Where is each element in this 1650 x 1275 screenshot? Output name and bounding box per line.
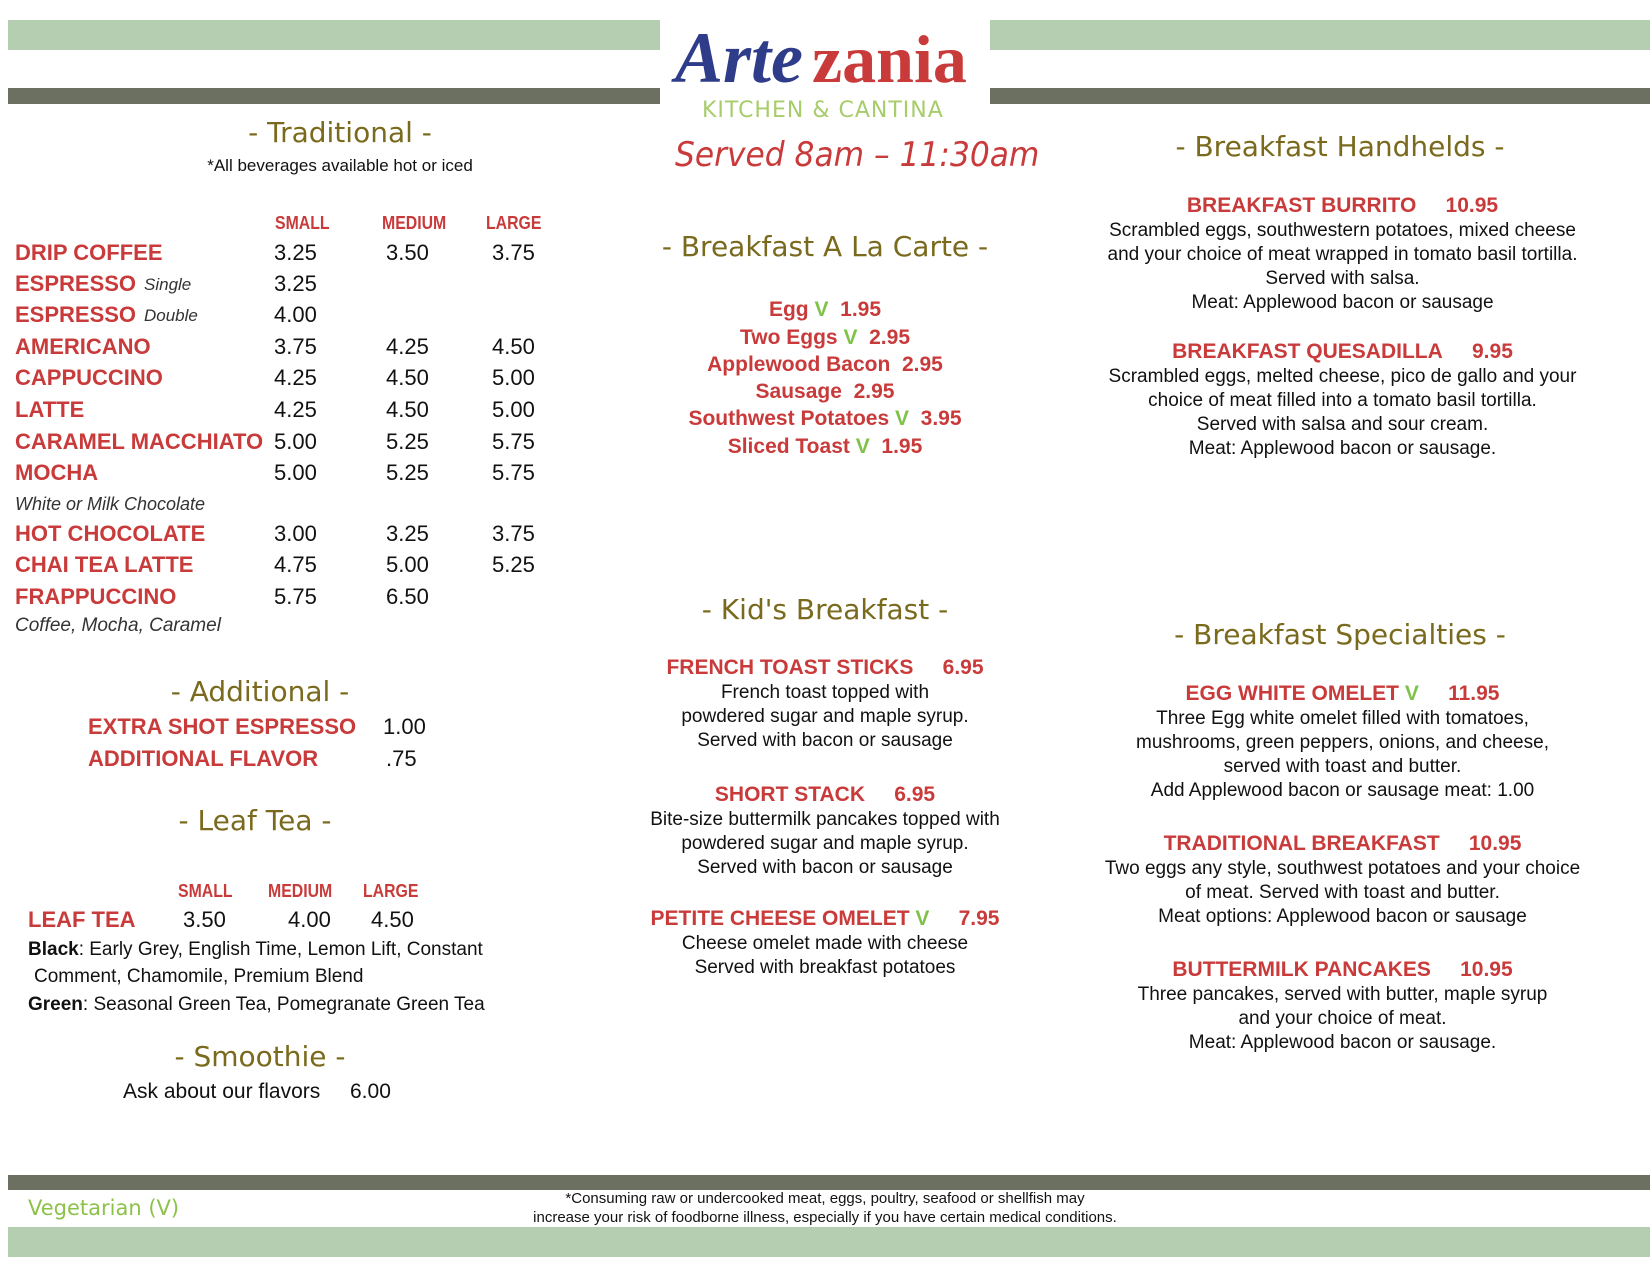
a-la-carte-item-name: Two Eggs bbox=[739, 326, 838, 349]
vegetarian-mark: V bbox=[843, 326, 858, 349]
a-la-carte-item-price: 1.95 bbox=[840, 298, 882, 321]
leaf-black-line bbox=[28, 939, 483, 961]
a-la-carte-item bbox=[660, 380, 990, 404]
leaf-size-large: LARGE bbox=[363, 881, 419, 901]
kids-item-header bbox=[620, 907, 1030, 931]
kids-item-price: 6.95 bbox=[894, 783, 936, 806]
traditional-size-medium: MEDIUM bbox=[382, 213, 447, 233]
traditional-item-price: 3.75 bbox=[492, 240, 535, 265]
kids-item-description: powdered sugar and maple syrup. bbox=[681, 706, 969, 727]
a-la-carte-item bbox=[660, 435, 990, 459]
a-la-carte-item-name: Egg bbox=[768, 298, 809, 321]
leaf-black-line-2: Comment, Chamomile, Premium Blend bbox=[34, 966, 364, 987]
a-la-carte-item bbox=[660, 326, 990, 350]
smoothie-text: Ask about our flavors bbox=[123, 1080, 321, 1103]
specialties-item bbox=[1070, 832, 1615, 929]
handhelds-item-description: Meat: Applewood bacon or sausage. bbox=[1188, 438, 1497, 459]
traditional-item-price: 3.75 bbox=[274, 334, 317, 359]
specialties-item bbox=[1070, 958, 1615, 1055]
specialties-item-description: and your choice of meat. bbox=[1238, 1008, 1447, 1029]
handhelds-item-description: and your choice of meat wrapped in tomato basil tortilla. bbox=[1107, 244, 1578, 265]
frappuccino-note: Coffee, Mocha, Caramel bbox=[15, 615, 221, 636]
specialties-item-name: EGG WHITE OMELET bbox=[1185, 682, 1400, 705]
traditional-item-price: 3.25 bbox=[386, 521, 429, 546]
handhelds-item-name: BREAKFAST QUESADILLA bbox=[1172, 340, 1443, 363]
traditional-item-name: CARAMEL MACCHIATO bbox=[15, 429, 264, 454]
specialties-item-price: 10.95 bbox=[1468, 832, 1522, 855]
handhelds-item-header bbox=[1070, 194, 1615, 218]
vegetarian-mark: V bbox=[855, 435, 870, 458]
specialties-item-price: 10.95 bbox=[1460, 958, 1513, 981]
kids-item-description: Served with bacon or sausage bbox=[697, 730, 953, 751]
traditional-item-price: 5.25 bbox=[492, 552, 535, 577]
kids-item-name: PETITE CHEESE OMELET bbox=[650, 907, 910, 930]
traditional-item-price: 6.50 bbox=[386, 584, 429, 609]
vegetarian-mark: V bbox=[1404, 682, 1419, 705]
kids-item-name: FRENCH TOAST STICKS bbox=[666, 656, 914, 679]
disclaimer-line-2: increase your risk of foodborne illness, especially if you have certain medical conditions. bbox=[533, 1209, 1117, 1226]
kids-title: - Kid's Breakfast - bbox=[701, 593, 949, 626]
leaf-size-small: SMALL bbox=[178, 881, 233, 901]
traditional-item-name: ESPRESSO bbox=[15, 302, 137, 327]
a-la-carte-item-price: 2.95 bbox=[853, 380, 895, 403]
traditional-size-small: SMALL bbox=[275, 213, 330, 233]
traditional-item-price: 4.25 bbox=[274, 397, 317, 422]
traditional-item-price: 5.00 bbox=[274, 429, 317, 454]
traditional-item-price: 3.25 bbox=[274, 271, 317, 296]
handhelds-item bbox=[1070, 340, 1615, 461]
traditional-size-large: LARGE bbox=[486, 213, 542, 233]
kids-item-description: powdered sugar and maple syrup. bbox=[681, 833, 969, 854]
specialties-item-description: Two eggs any style, southwest potatoes and your choice bbox=[1104, 858, 1581, 879]
kids-item-header bbox=[620, 656, 1030, 680]
traditional-item-name: LATTE bbox=[15, 397, 85, 422]
vegetarian-mark: V bbox=[894, 407, 909, 430]
additional-item-name: EXTRA SHOT ESPRESSO bbox=[88, 714, 357, 739]
kids-item-name: SHORT STACK bbox=[714, 783, 866, 806]
additional-item-price: .75 bbox=[386, 746, 417, 771]
specialties-title: - Breakfast Specialties - bbox=[1174, 618, 1506, 651]
top-band-right-dark bbox=[990, 88, 1650, 104]
traditional-item-name: HOT CHOCOLATE bbox=[15, 521, 206, 546]
specialties-item-header bbox=[1070, 832, 1615, 856]
kids-item-description: Bite-size buttermilk pancakes topped with bbox=[650, 809, 1000, 830]
specialties-item-name: BUTTERMILK PANCAKES bbox=[1172, 958, 1431, 981]
traditional-item-price: 5.00 bbox=[386, 552, 429, 577]
a-la-carte-item-price: 2.95 bbox=[901, 353, 943, 376]
specialties-item-description: Meat options: Applewood bacon or sausage bbox=[1158, 906, 1527, 927]
additional-item-price: 1.00 bbox=[383, 714, 426, 739]
smoothie-price: 6.00 bbox=[350, 1080, 391, 1103]
vegetarian-legend: Vegetarian (V) bbox=[28, 1196, 180, 1220]
traditional-item-price: 5.00 bbox=[274, 460, 317, 485]
kids-item bbox=[620, 907, 1030, 980]
kids-item-description: Served with bacon or sausage bbox=[697, 857, 953, 878]
specialties-item-description: Meat: Applewood bacon or sausage. bbox=[1188, 1032, 1497, 1053]
svg-text:zania: zania bbox=[812, 21, 967, 94]
kids-item bbox=[620, 783, 1030, 880]
specialties-item-description: Three Egg white omelet filled with tomatoes, bbox=[1156, 708, 1529, 729]
a-la-carte-item bbox=[660, 298, 990, 322]
traditional-item-price: 5.25 bbox=[386, 429, 429, 454]
specialties-item-header bbox=[1070, 958, 1615, 982]
traditional-item-name: AMERICANO bbox=[15, 334, 151, 359]
a-la-carte-title: - Breakfast A La Carte - bbox=[661, 230, 989, 263]
traditional-item-name: MOCHA bbox=[15, 460, 99, 485]
a-la-carte-item-price: 1.95 bbox=[881, 435, 923, 458]
specialties-item-description: served with toast and butter. bbox=[1223, 756, 1462, 777]
leaf-price-medium: 4.00 bbox=[288, 907, 331, 932]
a-la-carte-item bbox=[660, 407, 990, 431]
handhelds-title: - Breakfast Handhelds - bbox=[1175, 130, 1505, 163]
kids-item-description: French toast topped with bbox=[720, 682, 930, 703]
traditional-item-price: 4.50 bbox=[386, 397, 429, 422]
leaf-tea-title: - Leaf Tea - bbox=[178, 804, 332, 837]
leaf-price-large: 4.50 bbox=[371, 907, 414, 932]
brand-logo bbox=[670, 14, 980, 124]
handhelds-item-description: choice of meat filled into a tomato basil tortilla. bbox=[1148, 390, 1537, 411]
traditional-item-price: 5.00 bbox=[492, 365, 535, 390]
traditional-item-price: 5.75 bbox=[492, 460, 535, 485]
traditional-item-price: 4.25 bbox=[274, 365, 317, 390]
leaf-black-text: : Early Grey, English Time, Lemon Lift, Constant bbox=[78, 939, 483, 960]
a-la-carte-item-name: Southwest Potatoes bbox=[688, 407, 890, 430]
handhelds-item-description: Scrambled eggs, southwestern potatoes, mixed cheese bbox=[1109, 220, 1576, 241]
svg-text:Arte: Arte bbox=[675, 18, 804, 94]
additional-title: - Additional - bbox=[170, 675, 350, 708]
a-la-carte-item-price: 3.95 bbox=[920, 407, 962, 430]
traditional-item-variant: Single bbox=[144, 275, 192, 294]
kids-item-price: 7.95 bbox=[958, 907, 1000, 930]
kids-item-header bbox=[620, 783, 1030, 807]
traditional-item-name: ESPRESSO bbox=[15, 271, 137, 296]
traditional-item-price: 5.75 bbox=[492, 429, 535, 454]
leaf-size-medium: MEDIUM bbox=[268, 881, 333, 901]
brand-subtitle: KITCHEN & CANTINA bbox=[702, 98, 944, 123]
handhelds-item bbox=[1070, 194, 1615, 315]
a-la-carte-item bbox=[660, 353, 990, 377]
traditional-title: - Traditional - bbox=[248, 116, 432, 149]
traditional-item-name: FRAPPUCCINO bbox=[15, 584, 177, 609]
top-band-left-dark bbox=[8, 88, 660, 104]
traditional-item-price: 3.25 bbox=[274, 240, 317, 265]
specialties-item-price: 11.95 bbox=[1448, 682, 1500, 705]
traditional-item-price: 3.50 bbox=[386, 240, 429, 265]
traditional-item-price: 5.75 bbox=[274, 584, 317, 609]
traditional-item-price: 3.00 bbox=[274, 521, 317, 546]
kids-item-description: Cheese omelet made with cheese bbox=[681, 933, 969, 954]
leaf-price-small: 3.50 bbox=[183, 907, 226, 932]
bottom-band-light bbox=[8, 1227, 1650, 1257]
traditional-item-price: 3.75 bbox=[492, 521, 535, 546]
specialties-item-description: Add Applewood bacon or sausage meat: 1.00 bbox=[1150, 780, 1535, 801]
a-la-carte-item-name: Applewood Bacon bbox=[707, 353, 891, 376]
leaf-black-label: Black bbox=[28, 939, 79, 960]
traditional-item-name: DRIP COFFEE bbox=[15, 240, 163, 265]
mocha-note: White or Milk Chocolate bbox=[15, 494, 206, 514]
traditional-item-price: 4.50 bbox=[386, 365, 429, 390]
specialties-item-name: TRADITIONAL BREAKFAST bbox=[1163, 832, 1440, 855]
a-la-carte-item-name: Sliced Toast bbox=[727, 435, 850, 458]
served-hours: Served 8am – 11:30am bbox=[675, 135, 1040, 175]
kids-item bbox=[620, 656, 1030, 753]
specialties-item bbox=[1070, 682, 1615, 803]
traditional-item-price: 4.50 bbox=[492, 334, 535, 359]
traditional-item-price: 4.25 bbox=[386, 334, 429, 359]
leaf-green-line bbox=[28, 994, 485, 1016]
traditional-item-price: 4.00 bbox=[274, 302, 317, 327]
a-la-carte-item-price: 2.95 bbox=[869, 326, 910, 349]
traditional-item-price: 4.75 bbox=[274, 552, 317, 577]
traditional-note: *All beverages available hot or iced bbox=[207, 156, 473, 175]
leaf-green-label: Green bbox=[28, 994, 83, 1015]
traditional-item-variant: Double bbox=[144, 306, 198, 325]
leaf-green-text: : Seasonal Green Tea, Pomegranate Green Tea bbox=[82, 994, 485, 1015]
leaf-tea-name: LEAF TEA bbox=[28, 907, 136, 932]
handhelds-item-price: 10.95 bbox=[1445, 194, 1499, 217]
handhelds-item-header bbox=[1070, 340, 1615, 364]
specialties-item-header bbox=[1070, 682, 1615, 706]
top-band-left-light bbox=[8, 20, 660, 50]
handhelds-item-description: Served with salsa. bbox=[1265, 268, 1420, 289]
handhelds-item-description: Served with salsa and sour cream. bbox=[1196, 414, 1489, 435]
vegetarian-mark: V bbox=[814, 298, 829, 321]
handhelds-item-description: Meat: Applewood bacon or sausage bbox=[1191, 292, 1494, 313]
specialties-item-description: mushrooms, green peppers, onions, and cheese, bbox=[1136, 732, 1549, 753]
handhelds-item-name: BREAKFAST BURRITO bbox=[1186, 194, 1417, 217]
bottom-band-dark bbox=[8, 1175, 1650, 1190]
specialties-item-description: Three pancakes, served with butter, maple syrup bbox=[1137, 984, 1548, 1005]
traditional-item-price: 5.25 bbox=[386, 460, 429, 485]
specialties-item-description: of meat. Served with toast and butter. bbox=[1185, 882, 1500, 903]
top-band-right-light bbox=[990, 20, 1650, 50]
traditional-item-name: CHAI TEA LATTE bbox=[15, 552, 194, 577]
smoothie-title: - Smoothie - bbox=[174, 1040, 346, 1073]
traditional-item-price: 5.00 bbox=[492, 397, 535, 422]
additional-item-name: ADDITIONAL FLAVOR bbox=[88, 746, 319, 771]
kids-item-price: 6.95 bbox=[942, 656, 984, 679]
a-la-carte-item-name: Sausage bbox=[755, 380, 842, 403]
vegetarian-mark: V bbox=[915, 907, 930, 930]
kids-item-description: Served with breakfast potatoes bbox=[694, 957, 956, 978]
handhelds-item-description: Scrambled eggs, melted cheese, pico de gallo and your bbox=[1108, 366, 1577, 387]
traditional-item-name: CAPPUCCINO bbox=[15, 365, 163, 390]
disclaimer-line-1: *Consuming raw or undercooked meat, eggs, poultry, seafood or shellfish may bbox=[565, 1190, 1085, 1207]
handhelds-item-price: 9.95 bbox=[1472, 340, 1513, 363]
